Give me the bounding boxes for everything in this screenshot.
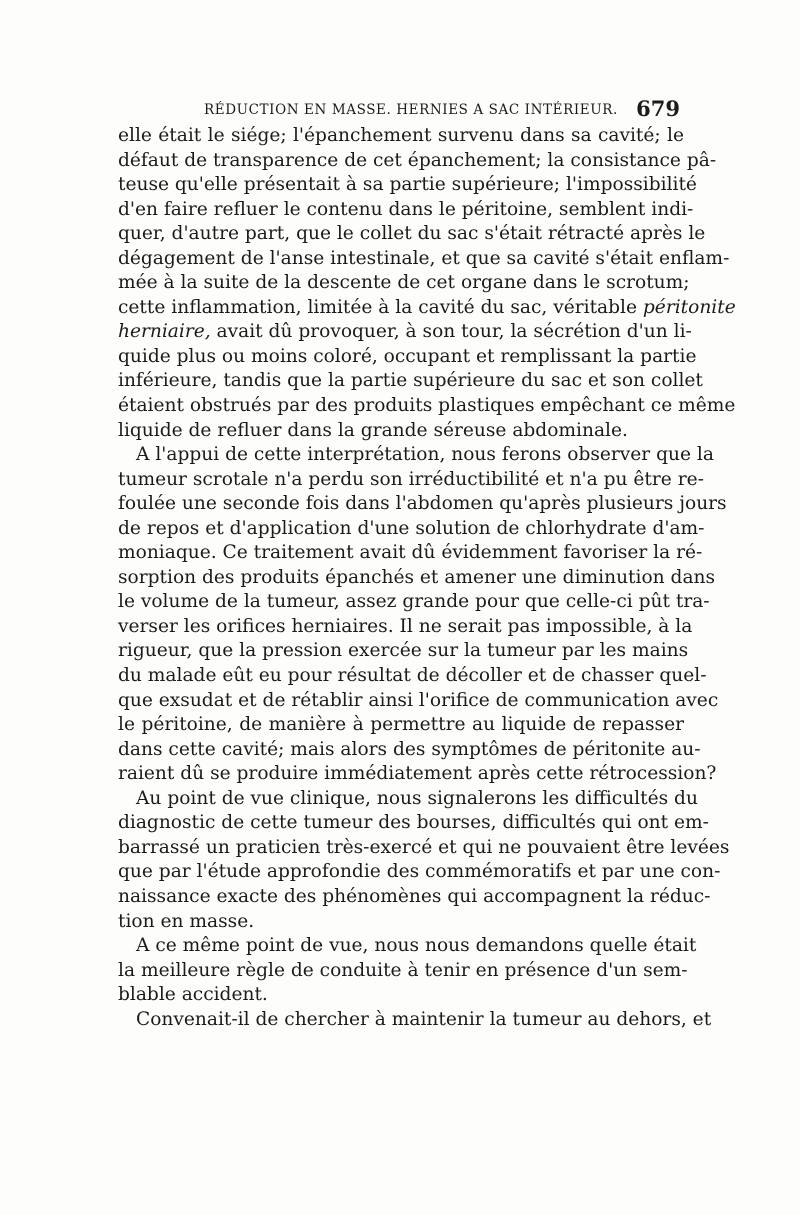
text-line: diagnostic de cette tumeur des bourses, difficultés qui ont em- <box>118 812 709 834</box>
text-line: inférieure, tandis que la partie supérieure du sac et son collet <box>118 370 703 392</box>
text-line: la meilleure règle de conduite à tenir en présence d'un sem- <box>118 959 688 981</box>
text-line: le péritoine, de manière à permettre au liquide de repasser <box>118 714 684 736</box>
text-line: que par l'étude approfondie des commémoratifs et par une con- <box>118 861 721 883</box>
text-line: mée à la suite de la descente de cet organe dans le scrotum; <box>118 272 690 294</box>
body-text <box>118 124 736 1032</box>
text-line: du malade eût eu pour résultat de décoller et de chasser quel- <box>118 665 707 687</box>
text-line: elle était le siége; l'épanchement survenu dans sa cavité; le <box>118 125 684 146</box>
text-line: de repos et d'application d'une solution de chlorhydrate d'am- <box>118 517 705 539</box>
text-line: rigueur, que la pression exercée sur la tumeur par les mains <box>118 640 689 662</box>
italic-term: herniaire, <box>118 321 211 343</box>
text-line: naissance exacte des phénomènes qui accompagnent la réduc- <box>118 885 711 907</box>
page-number: 679 <box>636 96 680 121</box>
page-header <box>118 96 684 122</box>
text-line: quer, d'autre part, que le collet du sac s'était rétracté après le <box>118 223 706 245</box>
italic-term: péritonite <box>642 296 736 318</box>
text-line: d'en faire refluer le contenu dans le péritoine, semblent indi- <box>118 198 694 220</box>
text-line: le volume de la tumeur, assez grande pour que celle-ci pût tra- <box>118 591 710 613</box>
text-line: foulée une seconde fois dans l'abdomen qu'après plusieurs jours <box>118 493 727 515</box>
text-line: tumeur scrotale n'a perdu son irréductibilité et n'a pu être re- <box>118 468 704 490</box>
text-line: herniaire, avait dû provoquer, à son tour, la sécrétion d'un li- <box>118 321 692 343</box>
text-line: blable accident. <box>118 984 268 1006</box>
text-line: que exsudat et de rétablir ainsi l'orifice de communication avec <box>118 689 719 711</box>
text-line: défaut de transparence de cet épanchement; la consistance pâ- <box>118 149 717 171</box>
text-line: sorption des produits épanchés et amener une diminution dans <box>118 566 716 588</box>
text-line: dans cette cavité; mais alors des symptômes de péritonite au- <box>118 738 701 760</box>
text-line: tion en masse. <box>118 910 255 932</box>
text-line: moniaque. Ce traitement avait dû évidemment favoriser la ré- <box>118 542 703 564</box>
text-line: liquide de refluer dans la grande séreuse abdominale. <box>118 419 628 441</box>
text-line: verser les orifices herniaires. Il ne serait pas impossible, à la <box>118 615 693 637</box>
text-line: cette inflammation, limitée à la cavité du sac, véritable péritonite <box>118 296 736 318</box>
text-line: raient dû se produire immédiatement après cette rétrocession? <box>118 763 717 785</box>
text-line: dégagement de l'anse intestinale, et que sa cavité s'était enflam- <box>118 247 730 269</box>
text-line: barrassé un praticien très-exercé et qui ne pouvaient être levées <box>118 836 730 858</box>
paragraph-start-line: Au point de vue clinique, nous signalerons les difficultés du <box>136 787 698 809</box>
running-head: RÉDUCTION EN MASSE. HERNIES A SAC INTÉRIEUR. <box>204 102 618 118</box>
paragraph-start-line: A l'appui de cette interprétation, nous ferons observer que la <box>136 444 714 466</box>
paragraph-start-line: Convenait-il de chercher à maintenir la tumeur au dehors, et <box>136 1008 712 1030</box>
text-line: teuse qu'elle présentait à sa partie supérieure; l'impossibilité <box>118 174 697 196</box>
text-line: quide plus ou moins coloré, occupant et remplissant la partie <box>118 345 697 367</box>
paragraph-start-line: A ce même point de vue, nous nous demandons quelle était <box>136 935 697 957</box>
text-line: étaient obstrués par des produits plastiques empêchant ce même <box>118 395 736 417</box>
